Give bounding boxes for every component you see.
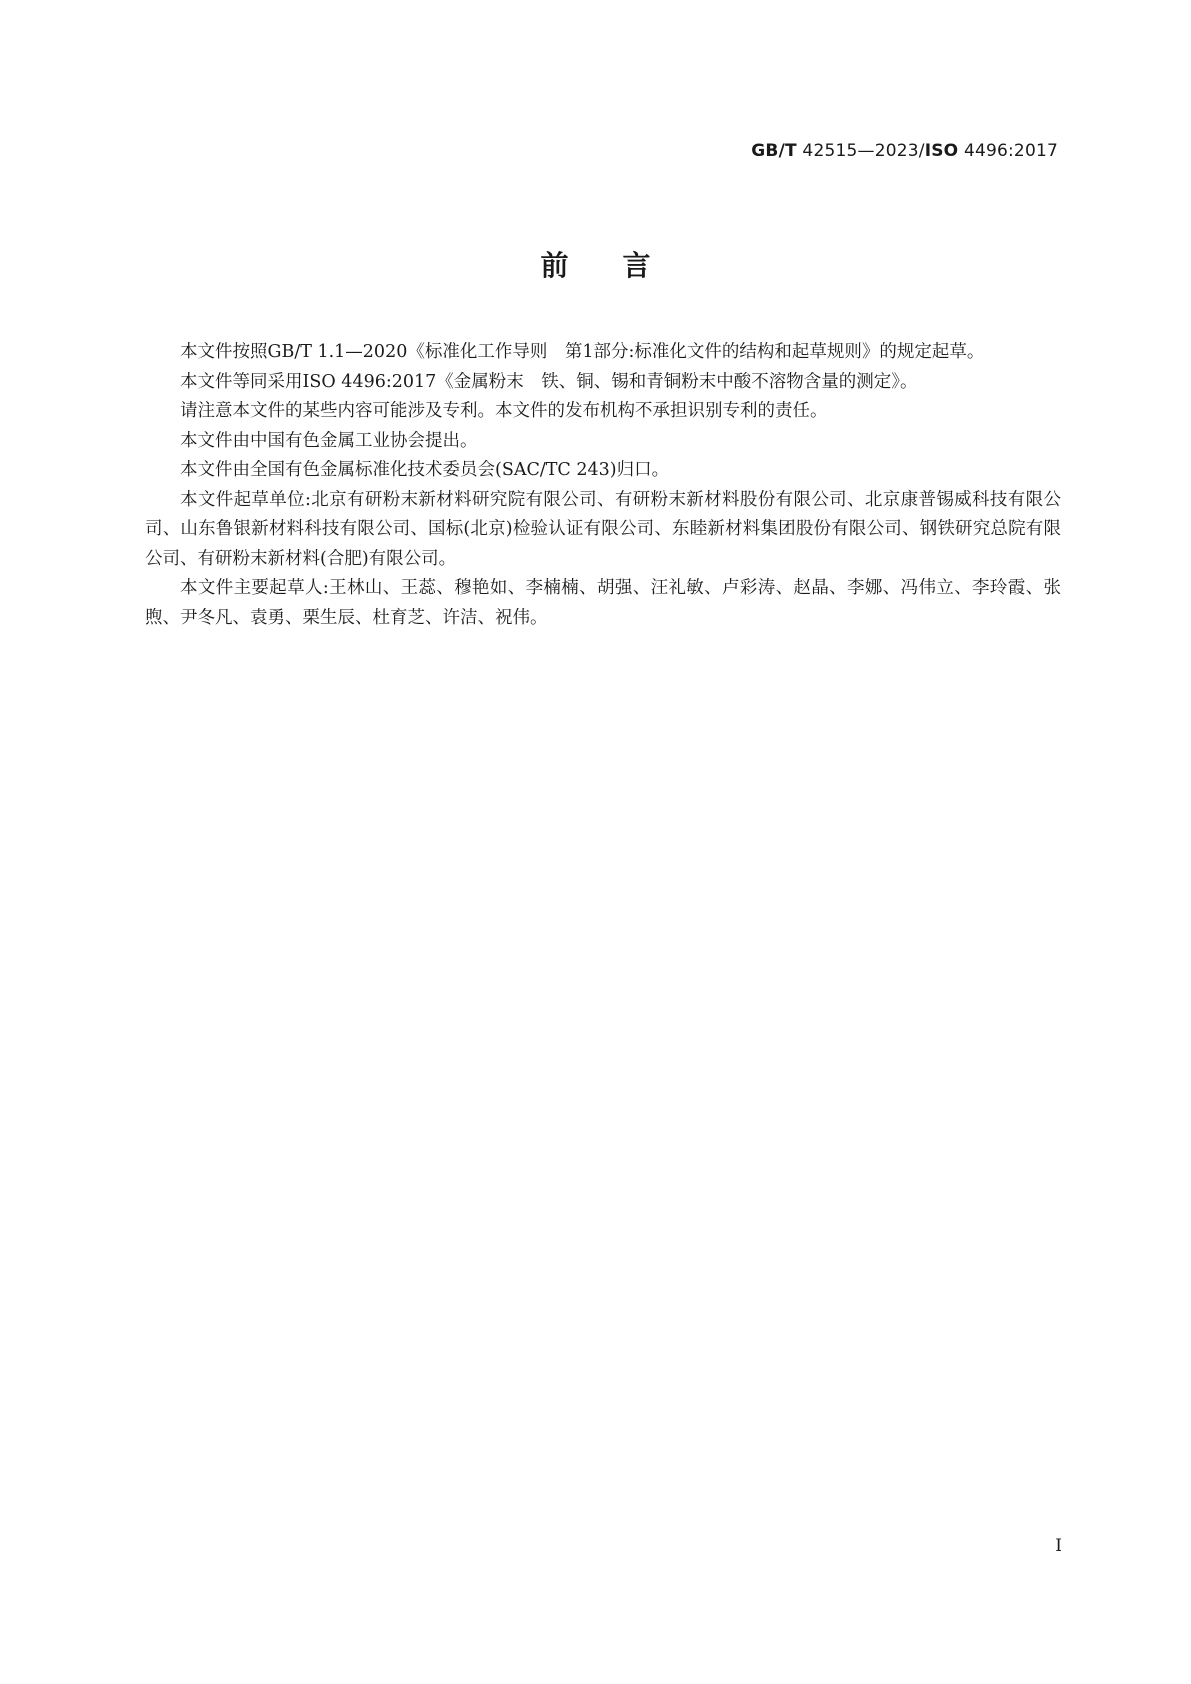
standard-number-header — [751, 141, 1058, 161]
foreword-body — [145, 338, 1061, 633]
paragraph-drafters: 本文件主要起草人:王林山、王蕊、穆艳如、李楠楠、胡强、汪礼敏、卢彩涛、赵晶、李娜、冯伟立、李玲霞、张煦、尹冬凡、袁勇、栗生辰、杜育芝、许洁、祝伟。 — [145, 578, 1061, 628]
paragraph-under-jurisdiction: 本文件由全国有色金属标准化技术委员会(SAC/TC 243)归口。 — [180, 460, 670, 480]
paragraph-drafting-organizations: 本文件起草单位:北京有研粉末新材料研究院有限公司、有研粉末新材料股份有限公司、北京康普锡威科技有限公司、山东鲁银新材料科技有限公司、国标(北京)检验认证有限公司、东睦新材料集团股份有限公司、钢铁研究总院有限公司、有研粉末新材料(合肥)有限公司。 — [145, 489, 1061, 569]
iso-number: 4496:2017 — [963, 141, 1058, 161]
page-title: 前言 — [540, 249, 705, 282]
page-number: I — [1055, 1536, 1062, 1556]
paragraph-iso-adoption: 本文件等同采用ISO 4496:2017《金属粉末 铁、铜、锡和青铜粉末中酸不溶物含量的测定》。 — [180, 371, 918, 392]
paragraph-drafting-rules: 本文件按照GB/T 1.1—2020《标准化工作导则 第1部分:标准化文件的结构和起草规则》的规定起草。 — [180, 342, 985, 362]
paragraph-patent-notice: 请注意本文件的某些内容可能涉及专利。本文件的发布机构不承担识别专利的责任。 — [180, 401, 828, 421]
iso-prefix: ISO — [924, 141, 959, 161]
standard-number: 42515—2023/ — [802, 141, 925, 161]
paragraph-proposed-by: 本文件由中国有色金属工业协会提出。 — [180, 430, 478, 451]
standard-prefix: GB/T — [751, 141, 797, 161]
